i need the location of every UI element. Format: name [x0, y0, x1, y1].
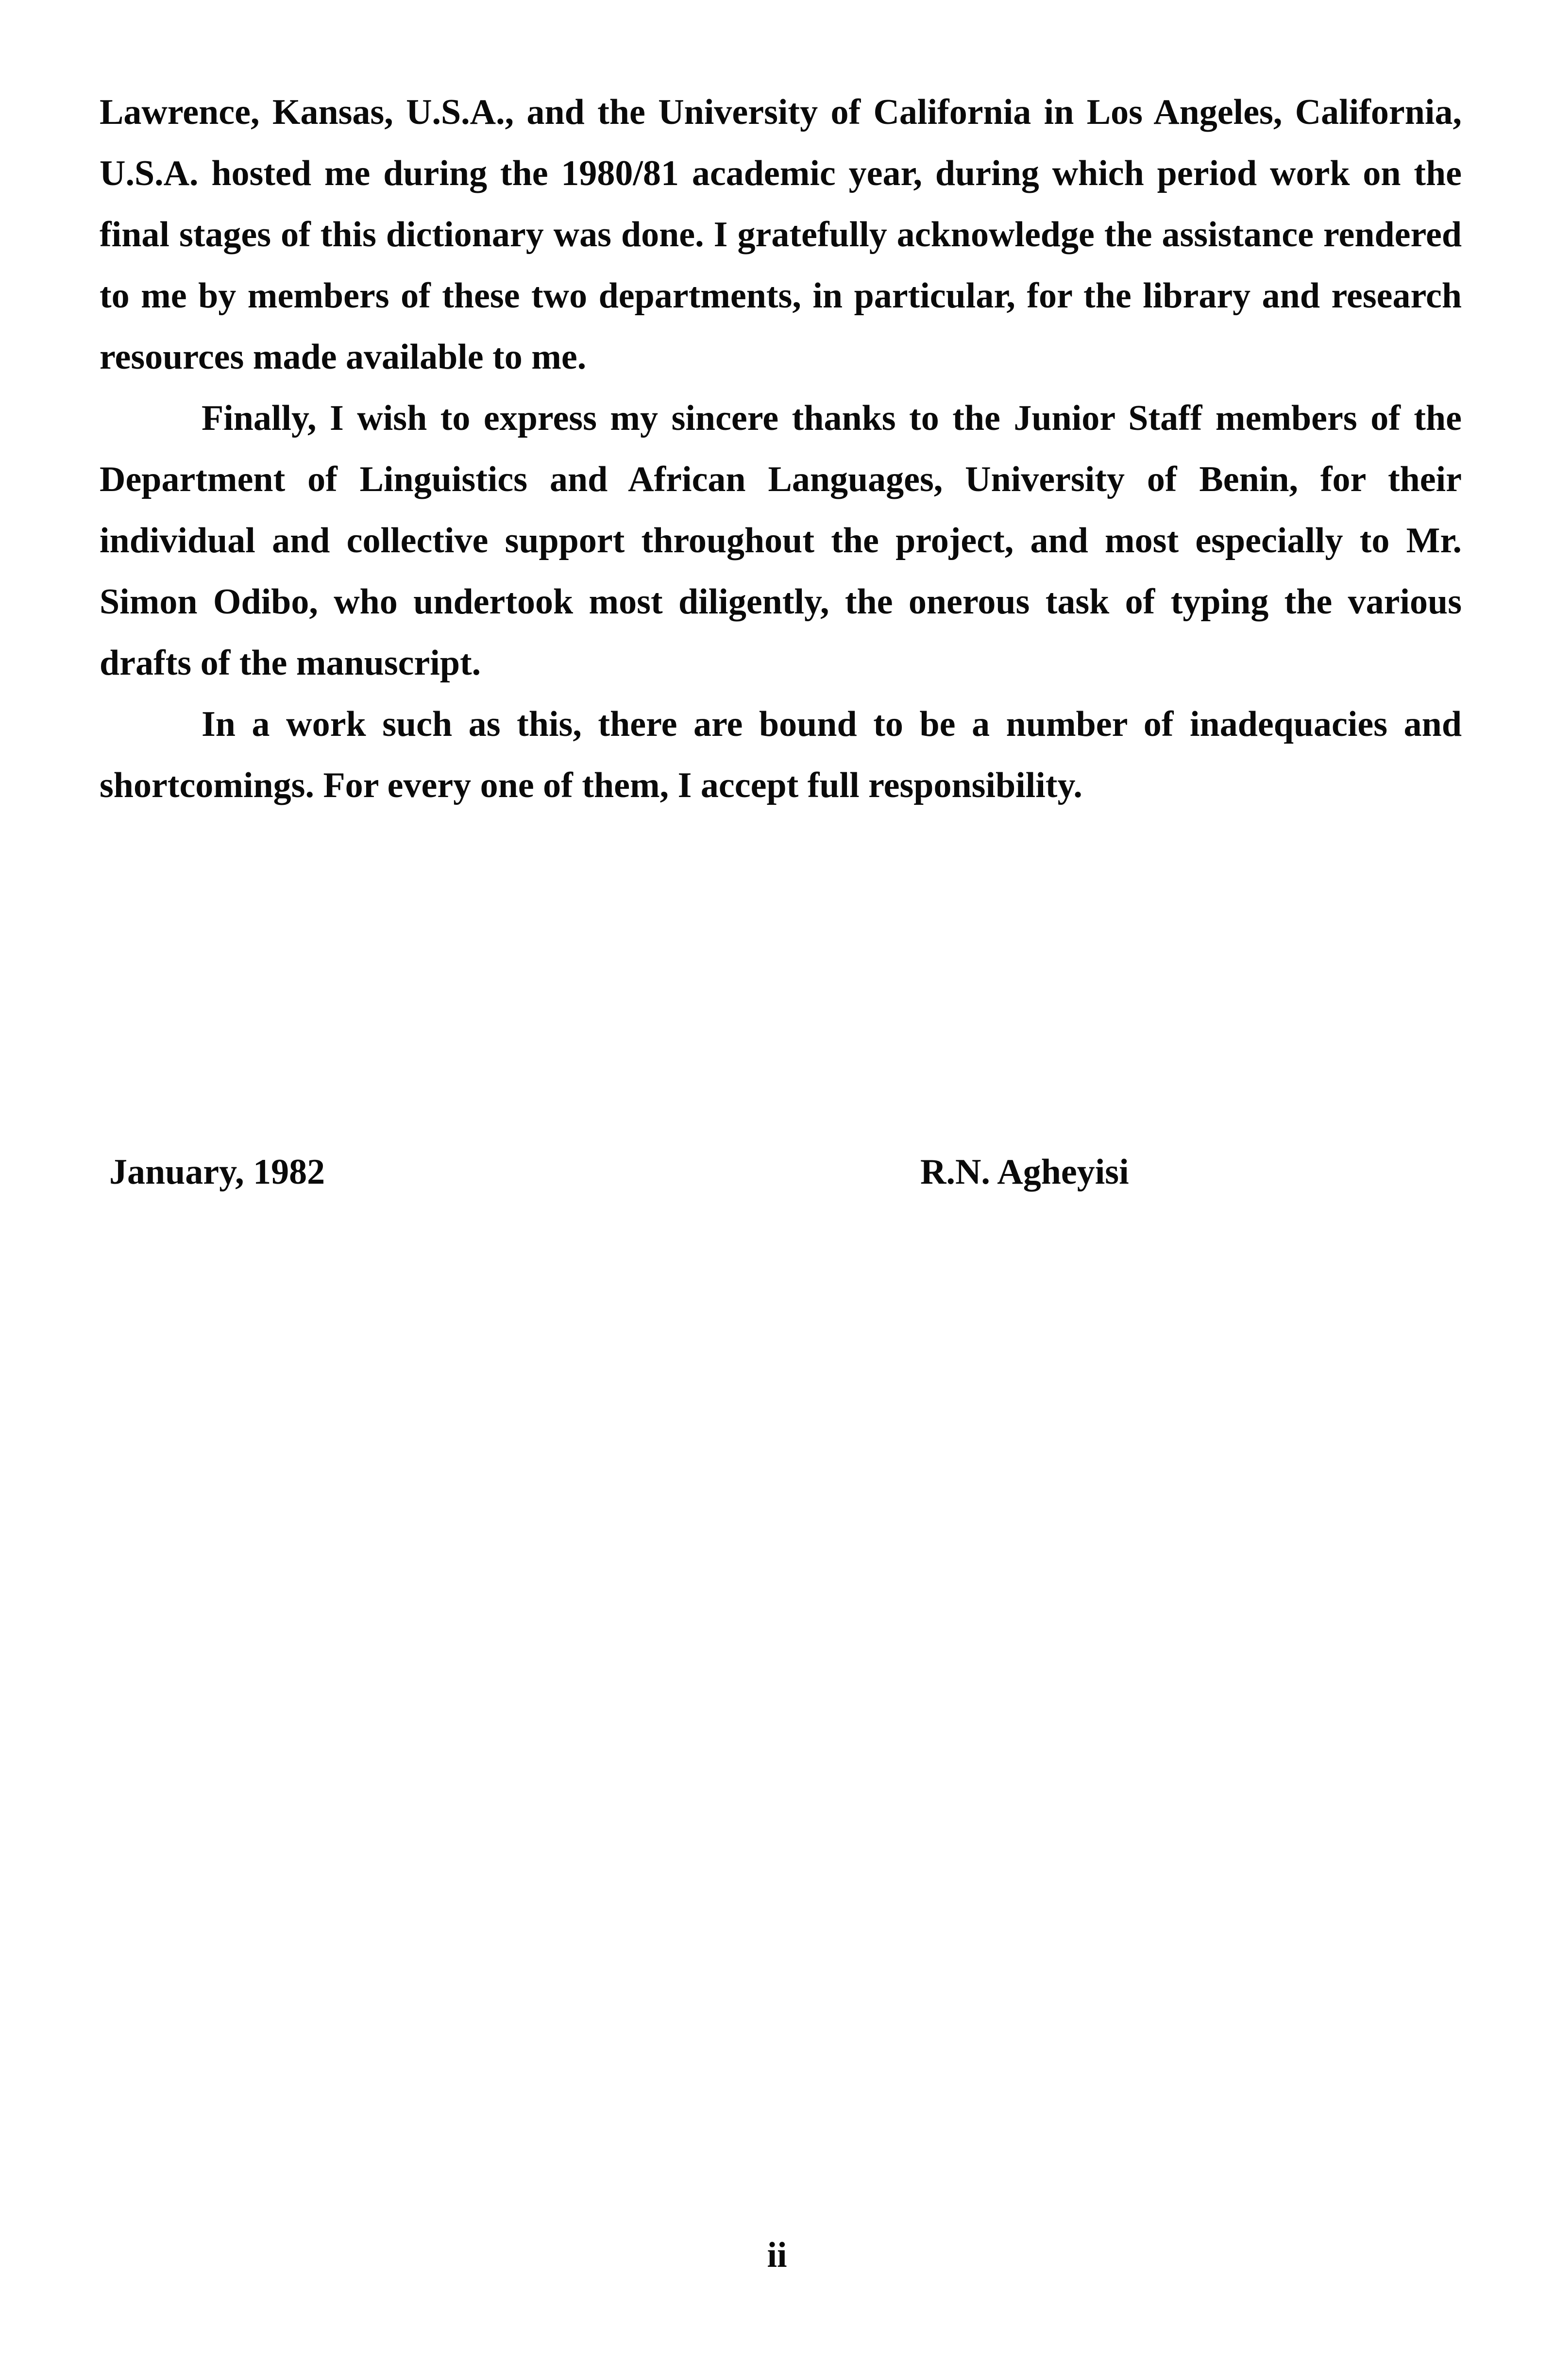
- paragraph-thanks-junior-staff: Finally, I wish to express my sincere thanks to the Junior Staff members of the Department of Linguistics and African Languages, University of Benin, for their individual and collective support throughout the project, and most especially to Mr. Simon Odibo, who undertook most diligently, the onerous task of typing the various drafts of the manuscript.: [100, 398, 1462, 683]
- page-number: ii: [767, 2235, 787, 2275]
- paragraph-acknowledgement-departments: Lawrence, Kansas, U.S.A., and the University of California in Los Angeles, California, U.S.A. hosted me during the 1980/81 academic year, during which period work on the final stages of this dictionary was done. I gratefully acknowledge the assistance rendered to me by members of these two departments, in particular, for the library and research resources made available to me.: [100, 92, 1462, 377]
- preface-body: [100, 82, 1462, 816]
- signature-block: [109, 1141, 1333, 1209]
- paragraph-responsibility: In a work such as this, there are bound to be a number of inadequacies and shortcomings. For every one of them, I accept full responsibility.: [100, 704, 1462, 805]
- signature-author-name: R.N. Agheyisi: [920, 1152, 1129, 1192]
- signature-date: January, 1982: [109, 1152, 325, 1192]
